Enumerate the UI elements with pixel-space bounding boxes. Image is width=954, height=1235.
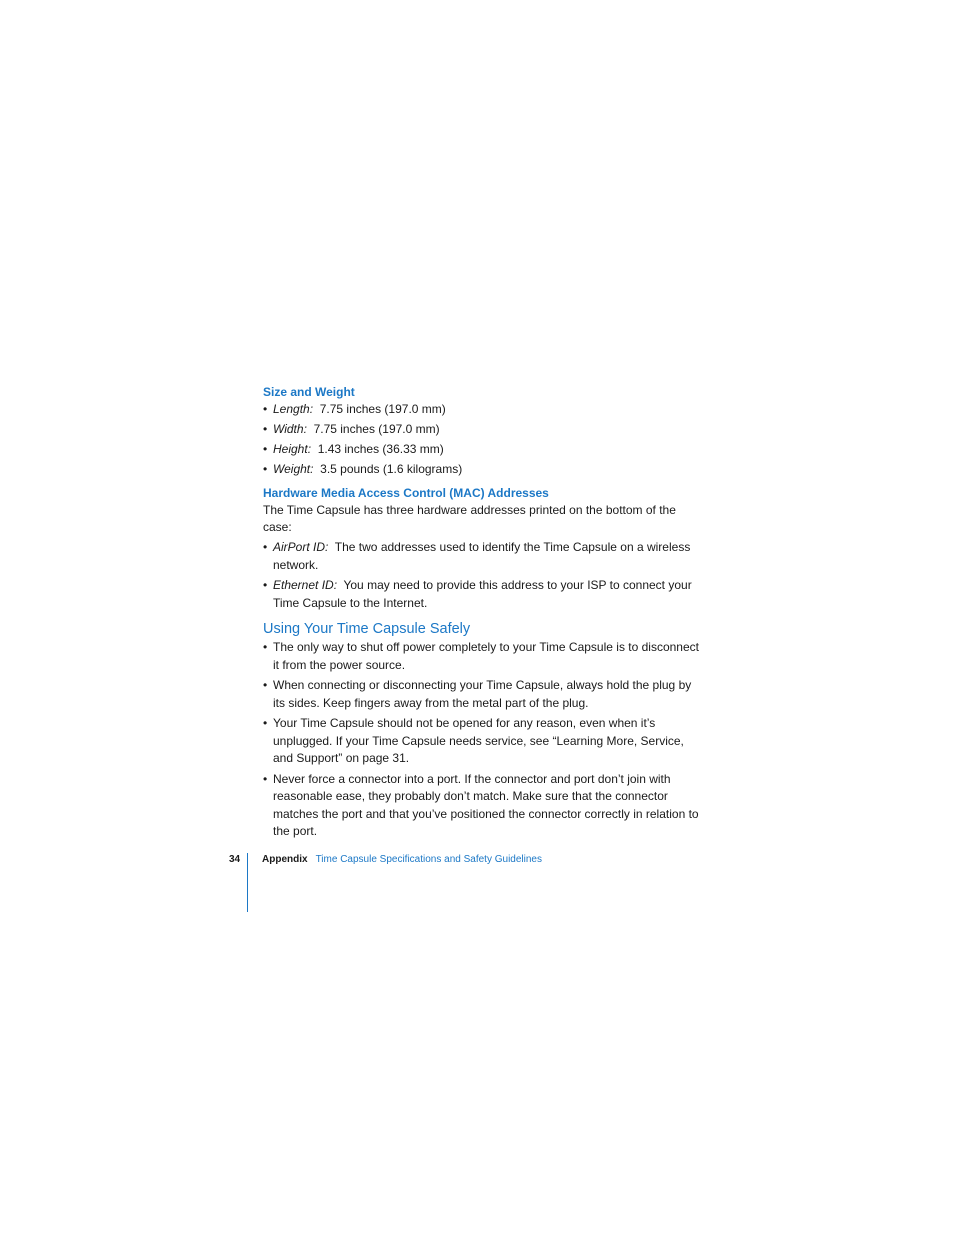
list-item [263, 577, 703, 612]
safety-heading: Using Your Time Capsule Safely [263, 621, 471, 637]
spec-label: Length: [273, 402, 314, 416]
list-item [263, 715, 703, 768]
mac-label: Ethernet ID: [273, 578, 338, 592]
bullet: • [263, 640, 268, 654]
list-item [263, 677, 703, 712]
list-item [263, 441, 703, 459]
bullet: • [263, 771, 268, 786]
mac-intro: The Time Capsule has three hardware addresses printed on the bottom of the case: [263, 502, 676, 534]
list-item [263, 771, 703, 841]
spec-value: 7.75 inches (197.0 mm) [319, 402, 446, 416]
list-item [263, 421, 703, 439]
bullet: • [263, 402, 268, 416]
mac-value: You may need to provide this address to your ISP to connect your Time Capsule to the Internet. [273, 578, 692, 610]
safety-list [263, 639, 703, 841]
safety-text: When connecting or disconnecting your Time Capsule, always hold the plug by its sides. Keep fingers away from the metal part of the plug. [273, 678, 692, 710]
mac-list [263, 539, 703, 612]
list-item [263, 461, 703, 479]
spec-value: 7.75 inches (197.0 mm) [313, 422, 440, 436]
size-weight-heading: Size and Weight [263, 385, 355, 399]
list-item [263, 639, 703, 674]
spec-label: Height: [273, 442, 312, 456]
list-item [263, 539, 703, 574]
footer-label [262, 853, 542, 867]
safety-text: Your Time Capsule should not be opened for any reason, even when it’s unplugged. If your Time Capsule needs service, see “Learning More, Service, and Support” on page 31. [273, 716, 684, 765]
bullet: • [263, 442, 268, 456]
mac-heading: Hardware Media Access Control (MAC) Addresses [263, 485, 549, 500]
footer-rule [247, 853, 248, 912]
page-content [263, 384, 703, 841]
bullet: • [263, 462, 268, 476]
bullet: • [263, 422, 268, 436]
mac-value: The two addresses used to identify the Time Capsule on a wireless network. [273, 540, 691, 572]
spec-value: 1.43 inches (36.33 mm) [317, 442, 444, 456]
spec-label: Weight: [273, 462, 314, 476]
bullet: • [263, 716, 268, 730]
spec-label: Width: [273, 422, 307, 436]
safety-text: Never force a connector into a port. If the connector and port don’t join with reasonable ease, they probably don’t match. Make sure that the connector matches the port and that you’ve positioned the connector correctly in relation to the port. [273, 771, 699, 838]
spec-value: 3.5 pounds (1.6 kilograms) [320, 462, 463, 476]
page-number: 34 [229, 854, 241, 865]
safety-text: The only way to shut off power completely to your Time Capsule is to disconnect it from the power source. [273, 640, 699, 672]
mac-label: AirPort ID: [273, 540, 329, 554]
bullet: • [263, 578, 268, 592]
footer-title: Time Capsule Specifications and Safety Guidelines [315, 854, 542, 865]
size-weight-list [263, 401, 703, 479]
list-item [263, 401, 703, 419]
bullet: • [263, 540, 268, 554]
bullet: • [263, 678, 268, 692]
footer-section: Appendix [262, 854, 308, 865]
